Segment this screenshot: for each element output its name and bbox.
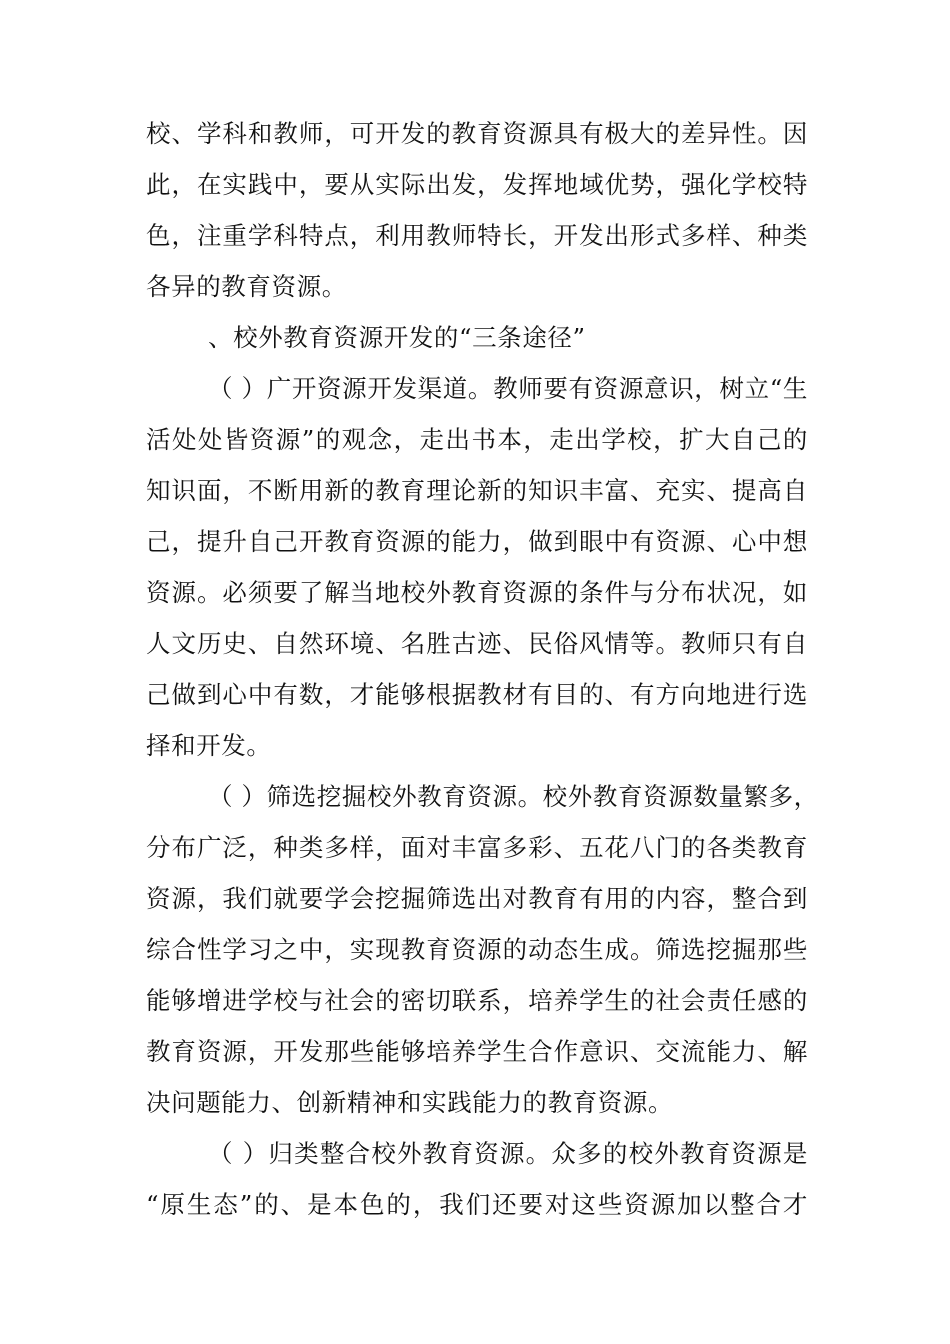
text-line: 资源，我们就要学会挖掘筛选出对教育有用的内容，整合到 — [146, 884, 808, 913]
text-line: 校、学科和教师，可开发的教育资源具有极大的差异性。因 — [146, 119, 808, 148]
text-line: 色，注重学科特点，利用教师特长，开发出形式多样、种类 — [146, 221, 808, 250]
text-line: 能够增进学校与社会的密切联系，培养学生的社会责任感的 — [146, 986, 808, 1015]
text-line: 教育资源，开发那些能够培养学生合作意识、交流能力、解 — [146, 1037, 808, 1066]
text-line: （ ）归类整合校外教育资源。众多的校外教育资源是 — [208, 1139, 808, 1168]
text-line: “原生态”的、是本色的，我们还要对这些资源加以整合才 — [146, 1190, 808, 1219]
body-text — [146, 108, 819, 1230]
text-line: 资源。必须要了解当地校外教育资源的条件与分布状况，如 — [146, 578, 808, 607]
text-line: （ ）筛选挖掘校外教育资源。校外教育资源数量繁多， — [208, 782, 819, 811]
text-line: （ ）广开资源开发渠道。教师要有资源意识，树立“生 — [208, 374, 808, 403]
section-heading: 、校外教育资源开发的“三条途径” — [208, 323, 586, 352]
text-line: 己，提升自己开教育资源的能力，做到眼中有资源、心中想 — [146, 527, 808, 556]
text-line: 此，在实践中，要从实际出发，发挥地域优势，强化学校特 — [146, 170, 808, 199]
text-line: 知识面，不断用新的教育理论新的知识丰富、充实、提高自 — [146, 476, 808, 505]
text-line: 各异的教育资源。 — [146, 272, 347, 301]
text-line: 己做到心中有数，才能够根据教材有目的、有方向地进行选 — [146, 680, 808, 709]
text-line: 择和开发。 — [146, 731, 272, 760]
text-line: 人文历史、自然环境、名胜古迹、民俗风情等。教师只有自 — [146, 629, 808, 658]
text-line: 分布广泛，种类多样，面对丰富多彩、五花八门的各类教育 — [146, 833, 808, 862]
text-line: 综合性学习之中，实现教育资源的动态生成。筛选挖掘那些 — [146, 935, 808, 964]
text-line: 决问题能力、创新精神和实践能力的教育资源。 — [146, 1088, 674, 1117]
text-line: 活处处皆资源”的观念，走出书本，走出学校，扩大自己的 — [146, 425, 808, 454]
